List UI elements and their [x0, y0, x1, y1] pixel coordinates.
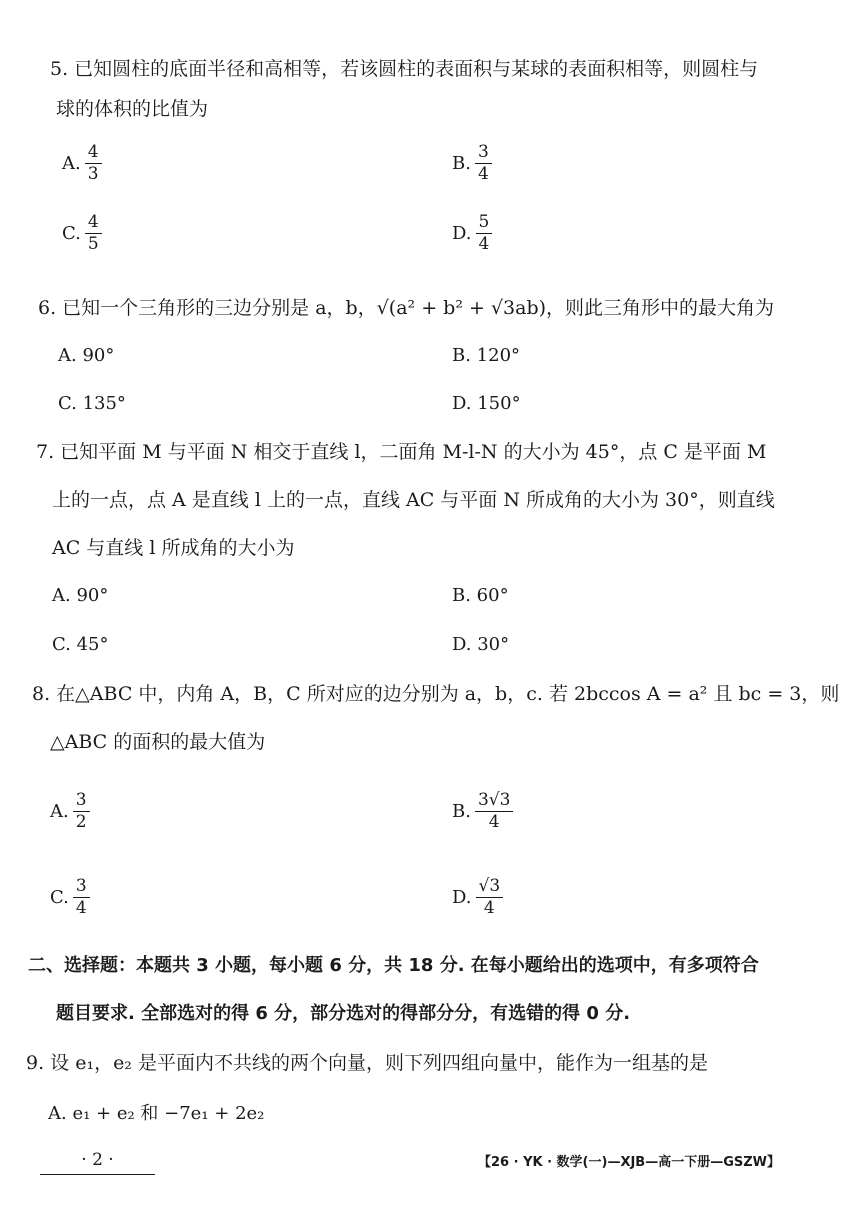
q8-option-c — [50, 876, 90, 919]
q8-option-b — [452, 790, 513, 833]
fraction — [476, 876, 504, 919]
option-label: A. — [62, 152, 81, 174]
numerator: 5 — [476, 212, 493, 234]
denominator: 5 — [87, 234, 99, 254]
q8-stem-line1: 8. 在△ABC 中，内角 A，B，C 所对应的边分别为 a，b，c. 若 2bccos A = a² 且 bc = 3，则 — [32, 683, 840, 705]
q7-stem-line1: 7. 已知平面 M 与平面 N 相交于直线 l，二面角 M-l-N 的大小为 45°，点 C 是平面 M — [36, 441, 767, 463]
option-label: C. — [50, 886, 69, 908]
q7-stem-line3: AC 与直线 l 所成角的大小为 — [52, 537, 295, 559]
fraction — [475, 142, 492, 185]
q5-stem-line1: 5. 已知圆柱的底面半径和高相等，若该圆柱的表面积与某球的表面积相等，则圆柱与 — [50, 58, 759, 80]
q8-option-a — [50, 790, 90, 833]
q8-stem-line2: △ABC 的面积的最大值为 — [50, 731, 266, 753]
q9-option-a: A. e₁ + e₂ 和 −7e₁ + 2e₂ — [48, 1103, 265, 1124]
q6-option-a: A. 90° — [58, 345, 115, 366]
exam-code: 【26 · YK · 数学(一)—XJB—高一下册—GSZW】 — [478, 1155, 781, 1170]
denominator: 4 — [488, 812, 500, 832]
q5-option-b — [452, 142, 492, 185]
denominator: 4 — [478, 234, 490, 254]
option-label: B. — [452, 152, 471, 174]
q5-option-a — [62, 142, 102, 185]
numerator: 3 — [73, 790, 90, 812]
section-2-heading-line2: 题目要求. 全部选对的得 6 分，部分选对的得部分分，有选错的得 0 分. — [56, 1003, 631, 1024]
q7-option-a: A. 90° — [52, 585, 109, 606]
fraction — [476, 212, 493, 255]
q5-option-c — [62, 212, 102, 255]
q6-option-c: C. 135° — [58, 393, 126, 414]
page-number: · 2 · — [40, 1148, 155, 1175]
numerator: 4 — [85, 212, 102, 234]
section-2-heading-line1: 二、选择题：本题共 3 小题，每小题 6 分，共 18 分. 在每小题给出的选项中，有多项符合 — [28, 955, 759, 976]
fraction — [475, 790, 513, 833]
q7-option-c: C. 45° — [52, 634, 109, 655]
q7-option-d: D. 30° — [452, 634, 510, 655]
option-label: A. — [50, 800, 69, 822]
fraction — [85, 212, 102, 255]
option-label: C. — [62, 222, 81, 244]
q7-option-b: B. 60° — [452, 585, 509, 606]
fraction — [73, 790, 90, 833]
q6-stem-line1: 6. 已知一个三角形的三边分别是 a，b，√(a² + b² + √3ab)，则此三角形中的最大角为 — [38, 297, 775, 319]
denominator: 4 — [75, 898, 87, 918]
denominator: 4 — [477, 164, 489, 184]
numerator: 4 — [85, 142, 102, 164]
q7-stem-line2: 上的一点，点 A 是直线 l 上的一点，直线 AC 与平面 N 所成角的大小为 30°，则直线 — [52, 489, 775, 511]
denominator: 2 — [75, 812, 87, 832]
fraction — [73, 876, 90, 919]
numerator: 3 — [475, 142, 492, 164]
q6-option-b: B. 120° — [452, 345, 521, 366]
q9-stem-line1: 9. 设 e₁，e₂ 是平面内不共线的两个向量，则下列四组向量中，能作为一组基的是 — [26, 1052, 708, 1074]
q5-option-d — [452, 212, 492, 255]
numerator: √3 — [476, 876, 504, 898]
q5-stem-line2: 球的体积的比值为 — [56, 98, 209, 120]
q8-option-d — [452, 876, 503, 919]
denominator: 3 — [87, 164, 99, 184]
option-label: B. — [452, 800, 471, 822]
option-label: D. — [452, 222, 472, 244]
denominator: 4 — [483, 898, 495, 918]
fraction — [85, 142, 102, 185]
option-label: D. — [452, 886, 472, 908]
numerator: 3 — [73, 876, 90, 898]
q6-option-d: D. 150° — [452, 393, 521, 414]
numerator: 3√3 — [475, 790, 513, 812]
